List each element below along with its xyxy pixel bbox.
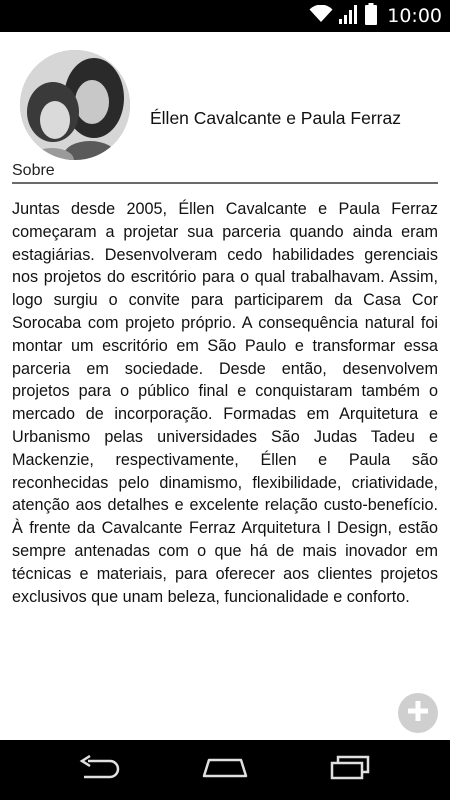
profile-name: Éllen Cavalcante e Paula Ferraz (150, 108, 401, 128)
status-bar (0, 0, 450, 32)
navigation-bar (0, 740, 450, 800)
recents-icon (328, 755, 374, 786)
status-icons (309, 0, 442, 32)
profile-header (20, 50, 440, 160)
add-button[interactable] (398, 693, 438, 733)
avatar[interactable] (20, 50, 130, 160)
back-button[interactable] (75, 754, 125, 786)
wifi-icon (309, 5, 333, 28)
recents-button[interactable] (326, 754, 376, 786)
main-content[interactable] (0, 32, 450, 740)
plus-icon (407, 700, 429, 727)
signal-icon (339, 4, 359, 29)
back-icon (78, 755, 122, 786)
divider (12, 182, 438, 184)
battery-icon (365, 3, 377, 30)
clock: 10:00 (387, 5, 442, 27)
bio-text: Juntas desde 2005, Éllen Cavalcante e Paula Ferraz começaram a projetar sua parceria quando ainda eram estagiárias. Desenvolveram cedo habilidades gerenciais nos projetos do escritório para o qual trabalhavam. Assim, logo surgiu o convite para participarem da Casa Cor Sorocaba com projeto próprio. A consequência natural foi montar um escritório em São Paulo e transformar essa parceria em sociedade. Desde então, desenvolvem projetos para o público final e conquistaram também o mercado de incorporação. Formadas em Arquitetura e Urbanismo pelas universidades São Judas Tadeu e Mackenzie, respectivamente, Éllen e Paula são reconhecidas pelo dinamismo, flexibilidade, criatividade, atenção aos detalhes e excelente relação custo-benefício. À frente da Cavalcante Ferraz Arquitetura l Design, estão sempre antenadas com o que há de mais inovador em técnicas e materiais, para oferecer aos clientes projetos exclusivos que unam beleza, funcionalidade e conforto. (12, 200, 438, 606)
section-title: Sobre (12, 162, 55, 179)
home-button[interactable] (200, 754, 250, 786)
home-icon (201, 756, 249, 785)
